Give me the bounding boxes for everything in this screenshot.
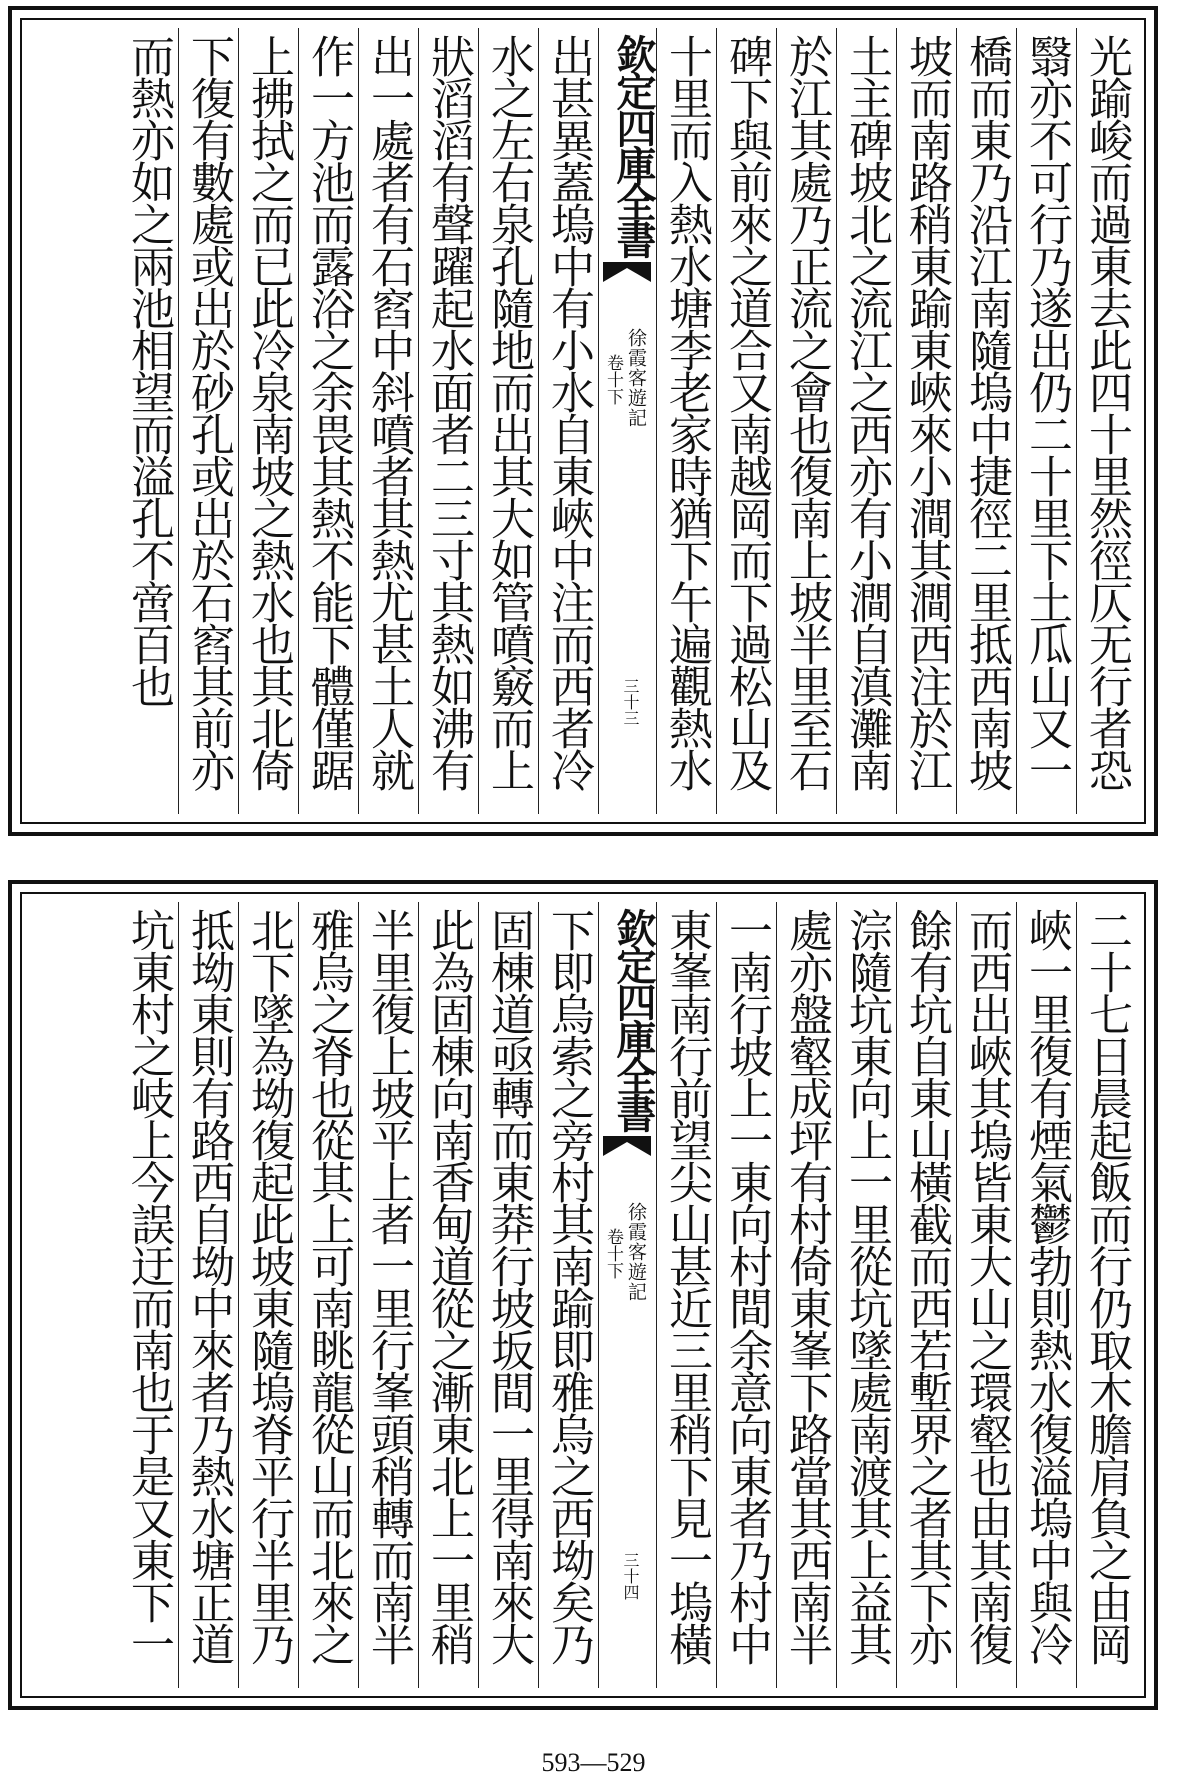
bottom-page-columns	[30, 902, 1136, 1688]
text-column: 上拂拭之而已此冷泉南坡之熱水也其北倚	[238, 28, 298, 814]
text-column: 出一處者有石窞中斜噴者其熱尤甚土人就	[358, 28, 418, 814]
text-column: 雅烏之脊也從其上可南眺龍從山而北來之	[298, 902, 358, 1688]
text-column: 狀滔滔有聲躍起水面者二三寸其熱如沸有	[418, 28, 478, 814]
center-margin	[598, 902, 656, 1688]
text-column: 北下墜為坳復起此坡東隨塢脊平行半里乃	[238, 902, 298, 1688]
text-column: 一南行坡上一東向村間余意向東者乃村中	[716, 902, 776, 1688]
text-column: 光踰峻而過東去此四十里然徑仄无行者恐	[1076, 28, 1136, 814]
work-title: 徐霞客遊記	[625, 1202, 647, 1302]
text-column: 水之左右泉孔隨地而出其大如管噴竅而上	[478, 28, 538, 814]
text-column: 十里而入熱水塘李老家時猶下午遍觀熱水	[656, 28, 716, 814]
top-page	[8, 6, 1158, 836]
fish-tail-mark	[603, 1134, 651, 1158]
text-column: 二十七日晨起飯而行仍取木膽肩負之由岡	[1076, 902, 1136, 1688]
book-title: 欽定四庫全書	[610, 908, 657, 1130]
text-column: 淙隨坑東向上一里從坑墜處南渡其上益其	[836, 902, 896, 1688]
text-column: 作一方池而露浴之余畏其熱不能下體僅踞	[298, 28, 358, 814]
text-column: 下即烏索之旁村其南踰即雅烏之西坳矣乃	[538, 902, 598, 1688]
book-title: 欽定四庫全書	[610, 34, 657, 256]
volume-label: 卷十下	[603, 1228, 623, 1279]
text-column: 下復有數處或出於砂孔或出於石窞其前亦	[178, 28, 238, 814]
top-page-columns	[30, 28, 1136, 814]
center-margin	[598, 28, 656, 814]
work-title: 徐霞客遊記	[625, 328, 647, 428]
text-column: 而熱亦如之兩池相望而溢孔不啻百也	[123, 34, 174, 706]
bottom-page	[8, 880, 1158, 1710]
volume-label: 卷十下	[603, 354, 623, 405]
text-column: 處亦盤壑成坪有村倚東峯下路當其西南半	[776, 902, 836, 1688]
text-column: 半里復上坡平上者一里行峯頭稍轉而南半	[358, 902, 418, 1688]
text-column: 固棟道亟轉而東莽行坡坂間一里得南來大	[478, 902, 538, 1688]
text-column: 此為固棟向南香甸道從之漸東北上一里稍	[418, 902, 478, 1688]
text-column: 東峯南行前望尖山甚近三里稍下見一塢橫	[656, 902, 716, 1688]
text-column: 出甚異蓋塢中有小水自東峽中注而西者冷	[538, 28, 598, 814]
leaf-number: 三十四	[621, 1552, 640, 1600]
text-column: 碑下與前來之道合又南越岡而下過松山及	[716, 28, 776, 814]
text-column: 抵坳東則有路西自坳中來者乃熱水塘正道	[178, 902, 238, 1688]
fish-tail-mark	[603, 260, 651, 284]
text-column: 餘有坑自東山橫截而西若塹界之者其下亦	[896, 902, 956, 1688]
text-column: 於江其處乃正流之會也復南上坡半里至石	[776, 28, 836, 814]
text-column: 翳亦不可行乃遂出仍二十里下土瓜山又一	[1016, 28, 1076, 814]
text-column: 而西出峽其塢皆東大山之環壑也由其南復	[956, 902, 1016, 1688]
text-column: 峽一里復有煙氣鬱勃則熱水復溢塢中與冷	[1016, 902, 1076, 1688]
text-column: 坡而南路稍東踰東峽來小澗其澗西注於江	[896, 28, 956, 814]
page-footer-number: 593—529	[541, 1748, 646, 1777]
leaf-number: 三十三	[621, 678, 640, 726]
text-column: 坑東村之岐上今誤迂而南也于是又東下一	[123, 908, 174, 1664]
text-column: 橋而東乃沿江南隨塢中捷徑二里抵西南坡	[956, 28, 1016, 814]
text-column: 土主碑坡北之流江之西亦有小澗自滇灘南	[836, 28, 896, 814]
